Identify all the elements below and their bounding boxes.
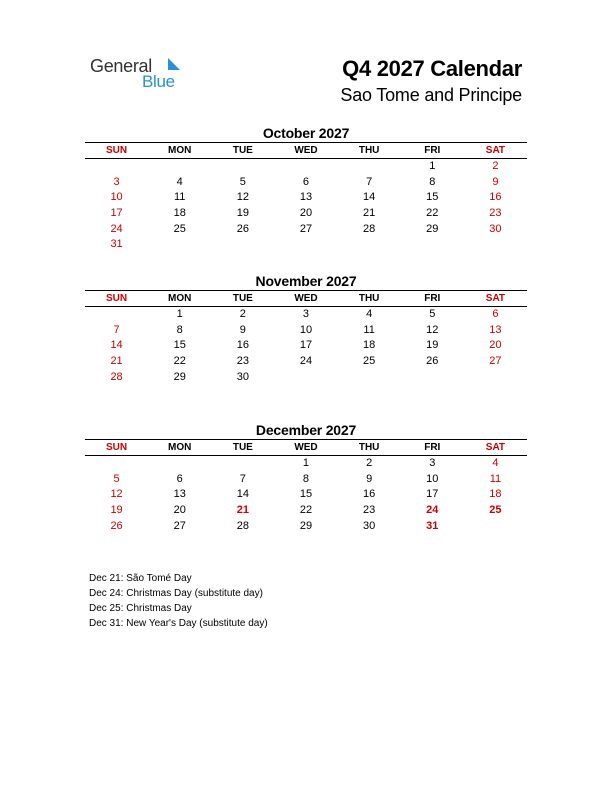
day-cell: 31: [110, 238, 123, 251]
day-cell: 21: [363, 207, 376, 220]
day-cell: 2: [492, 160, 499, 172]
day-cell: 27: [299, 222, 313, 235]
day-cell: 9: [366, 472, 373, 485]
day-cell: 28: [363, 222, 376, 235]
day-cell: 19: [236, 207, 249, 220]
day-cell: 19: [110, 504, 123, 517]
day-cell: 7: [366, 175, 373, 188]
day-cell: 30: [363, 519, 376, 532]
weekday-label: FRI: [424, 145, 441, 156]
day-cell: 19: [426, 339, 439, 352]
week-row: [85, 456, 527, 472]
weekday-label: WED: [294, 442, 318, 453]
day-cell: 29: [173, 370, 186, 383]
brand-name-general: General: [90, 56, 152, 76]
week-row: [85, 307, 527, 323]
day-cell: 10: [426, 472, 439, 485]
day-cell: 27: [173, 519, 186, 532]
day-cell: 12: [110, 488, 123, 501]
day-cell: 9: [239, 323, 246, 336]
day-cell: 6: [176, 472, 183, 485]
day-cell: 17: [299, 339, 313, 352]
weekday-header-row: [85, 142, 527, 159]
weekday-label: MON: [168, 145, 192, 156]
day-cell: 10: [110, 191, 123, 204]
day-cell: 27: [489, 355, 502, 368]
day-cell: 1: [429, 160, 436, 172]
day-cell: [274, 159, 337, 175]
day-cell: 22: [299, 504, 313, 517]
day-cell: [85, 307, 148, 323]
day-cell: 12: [426, 323, 439, 336]
holiday-notes: [89, 571, 268, 631]
day-cell: 28: [236, 519, 249, 532]
holiday-note: Dec 25: Christmas Day: [89, 603, 192, 614]
week-row: [85, 159, 527, 175]
weekday-header-row: [85, 290, 527, 307]
day-cell: 26: [236, 222, 249, 235]
day-cell: 21: [236, 504, 249, 517]
day-cell: 25: [363, 355, 376, 368]
day-cell: 14: [236, 488, 249, 501]
weekday-label: FRI: [424, 293, 441, 304]
day-cell: 8: [302, 472, 310, 485]
day-cell: [211, 159, 274, 175]
day-cell: 2: [366, 457, 373, 469]
day-cell: 5: [239, 175, 246, 188]
day-cell: [464, 237, 527, 253]
week-row: [85, 338, 527, 354]
day-cell: [274, 370, 337, 386]
holiday-note: Dec 21: São Tomé Day: [89, 573, 192, 584]
day-cell: 31: [426, 519, 439, 532]
day-cell: 11: [174, 191, 186, 204]
day-cell: 18: [363, 339, 376, 352]
page-subtitle: Sao Tome and Principe: [340, 85, 522, 105]
day-cell: [464, 370, 527, 386]
month-november: [85, 272, 527, 385]
day-cell: [274, 237, 337, 253]
month-title: October 2027: [262, 125, 350, 141]
week-row: [85, 370, 527, 386]
weekday-label: TUE: [232, 442, 253, 453]
weekday-label: THU: [358, 293, 380, 304]
day-cell: 15: [299, 488, 313, 501]
day-cell: 24: [110, 222, 123, 235]
day-cell: [401, 237, 464, 253]
day-cell: 15: [173, 339, 186, 352]
day-cell: [338, 159, 401, 175]
day-cell: 20: [173, 504, 186, 517]
week-row: [85, 237, 527, 253]
day-cell: [338, 237, 401, 253]
day-cell: 13: [489, 323, 502, 336]
week-row: [85, 503, 527, 519]
week-row: [85, 354, 527, 370]
day-cell: 16: [363, 488, 376, 501]
day-cell: 24: [299, 355, 313, 368]
day-cell: [401, 370, 464, 386]
day-cell: 18: [173, 207, 186, 220]
week-row: [85, 190, 527, 206]
day-cell: 22: [426, 207, 439, 220]
holiday-note: Dec 24: Christmas Day (substitute day): [89, 588, 263, 599]
weekday-label: SAT: [485, 442, 506, 453]
weekday-label: TUE: [232, 293, 253, 304]
day-cell: 26: [426, 355, 439, 368]
day-cell: 26: [110, 519, 123, 532]
weekday-header-row: [85, 439, 527, 456]
day-cell: 7: [239, 472, 246, 485]
day-cell: 6: [492, 308, 499, 320]
day-cell: [148, 159, 211, 175]
day-cell: 1: [302, 457, 310, 469]
day-cell: 1: [176, 308, 183, 320]
day-cell: [464, 519, 527, 535]
day-cell: [85, 456, 148, 472]
week-row: [85, 472, 527, 488]
day-cell: 4: [176, 175, 183, 188]
week-row: [85, 222, 527, 238]
day-cell: 11: [489, 472, 502, 485]
weekday-label: TUE: [232, 145, 253, 156]
weekday-label: SUN: [106, 293, 128, 304]
weekday-label: SAT: [485, 293, 506, 304]
day-cell: 4: [366, 308, 373, 320]
day-cell: [148, 456, 211, 472]
day-cell: 30: [236, 370, 249, 383]
day-cell: 23: [236, 355, 249, 368]
day-cell: 5: [113, 472, 120, 485]
day-cell: 4: [492, 457, 499, 469]
weekday-label: SUN: [106, 442, 128, 453]
day-cell: 10: [299, 323, 313, 336]
day-cell: 21: [110, 355, 123, 368]
day-cell: 14: [110, 339, 123, 352]
month-december: [85, 421, 527, 534]
day-cell: 3: [302, 308, 310, 320]
day-cell: 16: [489, 191, 502, 204]
day-cell: 6: [302, 175, 310, 188]
weekday-label: SUN: [106, 145, 128, 156]
day-cell: 29: [426, 222, 439, 235]
day-cell: 18: [489, 488, 502, 501]
weekday-label: THU: [358, 442, 380, 453]
day-cell: 5: [429, 308, 436, 320]
day-cell: 3: [429, 457, 436, 469]
day-cell: 9: [492, 175, 499, 188]
weekday-label: WED: [294, 145, 318, 156]
day-cell: 11: [363, 323, 375, 336]
holiday-note: Dec 31: New Year's Day (substitute day): [89, 618, 268, 629]
week-row: [85, 487, 527, 503]
day-cell: 20: [489, 339, 502, 352]
day-cell: 13: [173, 488, 186, 501]
day-cell: 13: [299, 191, 313, 204]
day-cell: 20: [299, 207, 313, 220]
page-title: Q4 2027 Calendar: [342, 56, 522, 81]
day-cell: 7: [113, 323, 120, 336]
day-cell: 30: [489, 222, 502, 235]
day-cell: 23: [489, 207, 502, 220]
weekday-label: FRI: [424, 442, 441, 453]
weekday-label: SAT: [485, 145, 506, 156]
weekday-label: THU: [358, 145, 380, 156]
day-cell: 17: [110, 207, 123, 220]
day-cell: 14: [363, 191, 376, 204]
day-cell: [148, 237, 211, 253]
weekday-label: MON: [168, 442, 192, 453]
month-october: [85, 124, 527, 253]
brand-triangle-icon: [168, 58, 180, 70]
brand-name-blue: Blue: [142, 72, 175, 91]
day-cell: 2: [239, 308, 246, 320]
day-cell: 8: [429, 175, 436, 188]
day-cell: [211, 456, 274, 472]
day-cell: 8: [176, 323, 183, 336]
day-cell: 15: [426, 191, 439, 204]
weekday-label: MON: [168, 293, 192, 304]
day-cell: 16: [236, 339, 249, 352]
day-cell: 12: [236, 191, 249, 204]
brand-logo: [90, 56, 190, 96]
day-cell: [211, 237, 274, 253]
day-cell: 22: [173, 355, 186, 368]
day-cell: 3: [113, 175, 120, 188]
day-cell: 28: [110, 370, 123, 383]
day-cell: [85, 159, 148, 175]
day-cell: 25: [173, 222, 186, 235]
week-row: [85, 206, 527, 222]
week-row: [85, 519, 527, 535]
day-cell: 23: [363, 504, 376, 517]
day-cell: 29: [299, 519, 313, 532]
day-cell: 17: [426, 488, 439, 501]
day-cell: [338, 370, 401, 386]
week-row: [85, 323, 527, 339]
day-cell: 24: [426, 504, 439, 517]
month-title: November 2027: [255, 273, 357, 289]
day-cell: 25: [489, 504, 502, 517]
weekday-label: WED: [294, 293, 318, 304]
week-row: [85, 175, 527, 191]
month-title: December 2027: [255, 422, 357, 438]
